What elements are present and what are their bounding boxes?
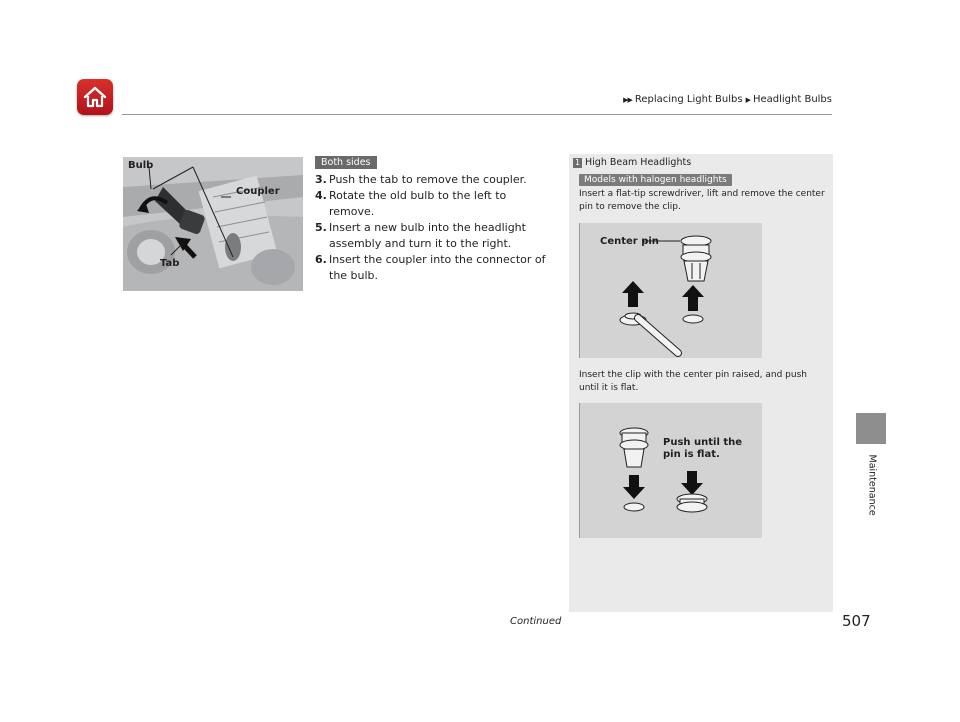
continued-label: Continued xyxy=(510,616,562,627)
sidebar-title-text: High Beam Headlights xyxy=(585,157,692,168)
section-tab-label: Maintenance xyxy=(866,454,878,516)
step-3 xyxy=(315,172,555,188)
breadcrumb-arrow-icon: ▶▶ xyxy=(623,95,632,104)
step-5 xyxy=(315,220,555,252)
breadcrumb-current: Headlight Bulbs xyxy=(752,94,832,105)
push-until-flat-label: Push until the pin is flat. xyxy=(663,437,743,460)
callout-coupler: Coupler xyxy=(236,186,280,197)
both-sides-badge: Both sides xyxy=(315,156,377,169)
home-button[interactable] xyxy=(77,79,113,115)
headlight-illustration xyxy=(123,157,303,291)
headlight-photo xyxy=(123,157,303,291)
step-number: 6. xyxy=(315,253,327,266)
sidebar-instruction-insert: Insert the clip with the center pin raised, and push until it is flat. xyxy=(579,370,807,393)
sidebar-instruction-remove: Insert a flat-tip screwdriver, lift and remove the center pin to remove the clip. xyxy=(579,189,825,212)
header-divider xyxy=(122,114,832,115)
page-number: 507 xyxy=(842,612,871,630)
section-tab-marker[interactable] xyxy=(856,413,886,444)
breadcrumb xyxy=(623,94,832,105)
center-pin-label: Center pin xyxy=(600,236,659,247)
clip-insert-illustration xyxy=(580,403,762,538)
step-number: 3. xyxy=(315,173,327,186)
step-number: 5. xyxy=(315,221,327,234)
note-marker-icon: 1 xyxy=(574,157,581,167)
step-text: Rotate the old bulb to the left to remove. xyxy=(329,189,507,218)
breadcrumb-arrow-icon: ▶ xyxy=(745,95,750,104)
clip-insert-figure xyxy=(579,403,762,538)
step-number: 4. xyxy=(315,189,327,202)
callout-tab: Tab xyxy=(160,258,180,269)
callout-bulb: Bulb xyxy=(128,160,154,171)
step-4 xyxy=(315,188,555,220)
steps-list xyxy=(315,172,555,284)
sidebar-title xyxy=(573,157,691,168)
step-6 xyxy=(315,252,555,284)
home-icon xyxy=(82,85,108,109)
step-text: Insert the coupler into the connector of the bulb. xyxy=(329,253,546,282)
breadcrumb-link-replacing-light-bulbs[interactable]: Replacing Light Bulbs xyxy=(634,94,743,105)
step-text: Push the tab to remove the coupler. xyxy=(329,173,527,186)
models-tag: Models with halogen headlights xyxy=(579,174,732,186)
step-text: Insert a new bulb into the headlight assembly and turn it to the right. xyxy=(329,221,526,250)
